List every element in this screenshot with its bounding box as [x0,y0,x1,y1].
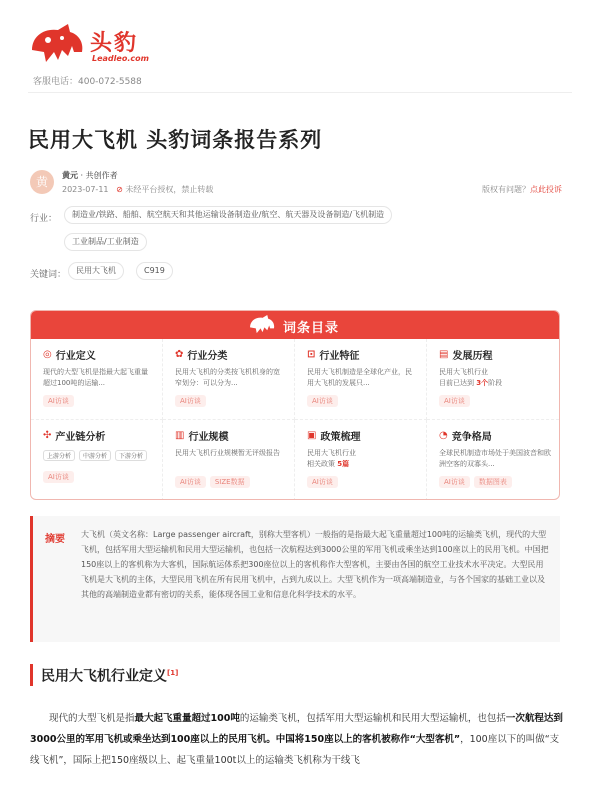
toc-item-desc: 民用大飞机制造是全球化产业，民用大飞机的发展只... [307,368,412,387]
divider [28,92,572,93]
brand-name: 头豹 [90,31,139,56]
toc-item-definition[interactable] [31,339,163,420]
body-bold: 一次航程达到3000公里的军用飞机或乘坐达到100座以上的民用飞机。中国将150座以上的客机被称作“大型客机” [30,713,563,745]
feature-icon: ⊡ [307,349,316,360]
keyword-tag[interactable]: 民用大飞机 [68,262,124,280]
toc-item-competition[interactable] [427,420,559,500]
report-link[interactable]: 点此投诉 [530,185,562,194]
reference-link[interactable]: [1] [167,669,179,677]
midstream-chip[interactable]: 中游分析 [79,450,111,461]
toc-item-policy[interactable] [295,420,427,500]
ai-interview-chip[interactable]: AI访谈 [43,395,74,407]
toc-panel [30,310,560,500]
toc-item-desc-line: 民用大飞机行业 [307,449,356,457]
report-prefix: 版权有问题？ [482,185,530,194]
page-title: 民用大飞机 头豹词条报告系列 [28,128,323,152]
definition-icon: ◎ [43,349,52,360]
toc-item-desc: 民用大飞机的分类按飞机机身的宽窄划分：可以分为... [175,368,280,387]
toc-item-heading: 行业分类 [187,351,228,362]
toc-item-desc-line: 民用大飞机行业 [439,368,488,376]
avatar[interactable]: 黄 [30,170,54,194]
ai-interview-chip[interactable]: AI访谈 [175,476,206,488]
policy-icon: ▣ [307,430,317,441]
ai-interview-chip[interactable]: AI访谈 [439,476,470,488]
toc-item-heading: 发展历程 [452,351,493,362]
toc-item-heading: 政策梳理 [320,432,361,443]
chain-icon: ✣ [43,430,52,441]
toc-item-scale[interactable] [163,420,295,500]
toc-item-heading: 行业定义 [55,351,96,362]
section-title [30,664,178,686]
scale-icon: ▥ [175,430,185,441]
ai-interview-chip[interactable]: AI访谈 [307,395,338,407]
abstract-label: 摘要 [45,534,65,545]
body-text: ，100座以下的叫做“支线飞机”，国际上把150座级以上、起飞重量100t以上的运输类飞机称为干线飞 [30,734,560,766]
toc-item-heading: 行业特征 [319,351,360,362]
leopard-logo-icon [247,314,277,336]
publish-date: 2023-07-11 [62,185,109,194]
section-title-text: 民用大飞机行业定义 [41,668,167,685]
body-text: 的运输类飞机，包括军用大型运输机和民用大型运输机，也包括 [239,713,506,724]
upstream-chip[interactable]: 上游分析 [43,450,75,461]
toc-item-heading: 竞争格局 [451,432,492,443]
history-icon: ▤ [439,349,449,360]
data-chart-chip[interactable]: 数据图表 [474,476,512,488]
toc-item-history[interactable] [427,339,559,420]
competition-icon: ◔ [439,430,448,441]
ai-interview-chip[interactable]: AI访谈 [175,395,206,407]
industry-label: 行业： [30,214,58,224]
classification-icon: ✿ [175,349,184,360]
stage-count: 3个 [476,379,489,387]
toc-header [31,311,559,339]
report-line [482,184,562,195]
toc-item-chain[interactable] [31,420,163,500]
toc-item-desc-line: 相关政策 [307,460,338,468]
toc-item-desc: 民用大飞机行业规模暂无评级报告 [175,449,280,457]
toc-item-classification[interactable] [163,339,295,420]
toc-item-desc: 现代的大型飞机是指最大起飞重量超过100吨的运输... [43,368,148,387]
toc-item-desc-line: 目前已达到 [439,379,477,387]
ai-interview-chip[interactable]: AI访谈 [439,395,470,407]
ai-interview-chip[interactable]: AI访谈 [307,476,338,488]
toc-item-desc [439,367,551,389]
author-line [62,170,118,181]
size-data-chip[interactable]: SIZE数据 [210,476,250,488]
ai-interview-chip[interactable]: AI访谈 [43,471,74,483]
toc-item-desc: 全球民机制造市场处于美国波音和欧洲空客的双寡头... [439,449,551,468]
leopard-logo-icon [28,22,86,68]
toc-item-heading: 行业规模 [188,432,229,443]
copyright-notice: 未经平台授权，禁止转载 [125,185,214,194]
author-name[interactable]: 黄元 [62,171,78,180]
industry-tag[interactable]: 工业制品/工业制造 [64,233,147,251]
downstream-chip[interactable]: 下游分析 [115,450,147,461]
body-paragraph [30,708,565,771]
service-phone: 客服电话：400-072-5588 [33,77,142,87]
policy-count: 5篇 [337,460,350,468]
meta-line [62,184,213,195]
body-bold: 最大起飞重量超过100吨 [134,713,240,724]
no-copy-icon: ⊘ [116,185,123,194]
abstract-box [30,516,560,642]
industry-tag[interactable]: 制造业/铁路、船舶、航空航天和其他运输设备制造业/航空、航天器及设备制造/飞机制造 [64,206,392,224]
toc-item-heading: 产业链分析 [55,432,106,443]
toc-item-desc [307,448,418,470]
toc-item-desc-line: 阶段 [488,379,503,387]
keywords-label: 关键词： [30,270,67,280]
keyword-tag[interactable]: C919 [136,262,173,280]
brand-site: Leadleo.com [92,54,149,63]
body-text: 现代的大型飞机是指 [49,713,135,724]
abstract-text: 大飞机（英文名称：Large passenger aircraft，别称大型客机）一般指的是指最大起飞重量超过100吨的运输类飞机，现代的大型飞机，包括军用大型运输机和民用大型运输机，也包括一次航程达到3000公里的军用飞机或乘坐达到100座以上的民用飞机。中国把150座以上的客机称为大客机，国际航运体系把300座位以上的客机称作大型客机，主要由各国的航空工业技术水平决定。大型民用飞机是大飞机的主体，大型民用飞机在所有民用飞机中，占到九成以上。大型飞机作为一项高端制造业，与各个国家的基础工业以及其他的高端制造业都有密切的关系，能体现各国工业和信息化科学技术的水平。 [81,530,549,599]
author-role: · 共创作者 [78,171,118,180]
toc-item-feature[interactable] [295,339,427,420]
toc-title: 词条目录 [283,321,340,336]
